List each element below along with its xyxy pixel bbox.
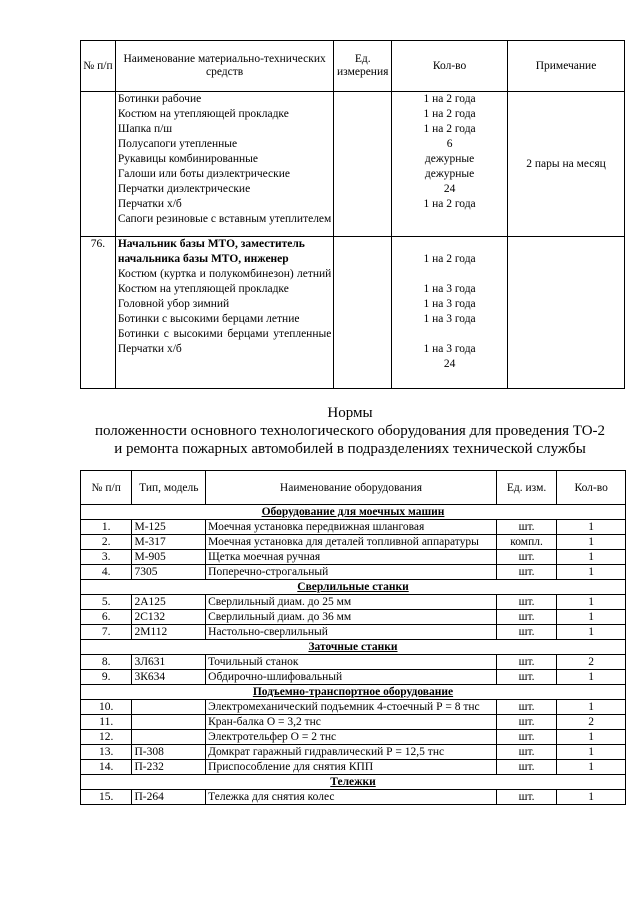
table-row bbox=[81, 700, 626, 715]
equipment-name: Сверлильный диам. до 25 мм bbox=[206, 595, 497, 610]
table-row bbox=[81, 595, 626, 610]
qty-cell: 1 bbox=[557, 610, 626, 625]
model-cell: 3Л631 bbox=[132, 655, 206, 670]
row-num: 1. bbox=[81, 520, 132, 535]
table-row bbox=[81, 625, 626, 640]
technology-equipment-table bbox=[80, 470, 626, 805]
row-num: 3. bbox=[81, 550, 132, 565]
qty-value: 1 на 3 года bbox=[423, 313, 476, 325]
table-row bbox=[81, 760, 626, 775]
equipment-name: Обдирочно-шлифовальный bbox=[206, 670, 497, 685]
qty-cell: 1 bbox=[557, 670, 626, 685]
row-num: 14. bbox=[81, 760, 132, 775]
row-num: 7. bbox=[81, 625, 132, 640]
table-row bbox=[81, 237, 625, 389]
qty-cell: 1 bbox=[557, 595, 626, 610]
header-name: Наименование оборудования bbox=[206, 471, 497, 505]
table-row bbox=[81, 715, 626, 730]
qty-cell: 1 bbox=[557, 565, 626, 580]
table-row bbox=[81, 520, 626, 535]
qty-value: 1 на 3 года bbox=[423, 343, 476, 355]
unit-cell: шт. bbox=[496, 670, 557, 685]
table-row bbox=[81, 730, 626, 745]
table-row bbox=[81, 610, 626, 625]
header-num: № п/п bbox=[81, 41, 116, 92]
row-num: 6. bbox=[81, 610, 132, 625]
header-unit: Ед. измерения bbox=[334, 41, 392, 92]
unit-cell: шт. bbox=[496, 625, 557, 640]
equipment-name: Домкрат гаражный гидравлический Р = 12,5 тнс bbox=[206, 745, 497, 760]
items-cell bbox=[115, 237, 333, 389]
note-cell: 2 пары на месяц bbox=[508, 92, 625, 237]
row-num: 76. bbox=[81, 237, 116, 389]
header-num: № п/п bbox=[81, 471, 132, 505]
list-item: Костюм на утепляющей прокладке bbox=[117, 283, 289, 295]
qty-value: 1 на 3 года bbox=[423, 298, 476, 310]
equipment-name: Щетка моечная ручная bbox=[206, 550, 497, 565]
equipment-name: Точильный станок bbox=[206, 655, 497, 670]
model-cell: П-264 bbox=[132, 790, 206, 805]
list-item: Костюм на утепляющей прокладке bbox=[117, 108, 289, 120]
list-item: Перчатки х/б bbox=[117, 343, 182, 355]
qty-cell: 1 bbox=[557, 700, 626, 715]
list-item: Ботинки рабочие bbox=[117, 93, 202, 105]
model-cell: 3К634 bbox=[132, 670, 206, 685]
unit-cell: шт. bbox=[496, 715, 557, 730]
section-header-row bbox=[81, 640, 626, 655]
header-name: Наименование материально-технических средств bbox=[115, 41, 333, 92]
row-num: 12. bbox=[81, 730, 132, 745]
section-title: Подъемно-транспортное оборудование bbox=[81, 685, 626, 700]
qty-cell bbox=[392, 237, 508, 389]
row-num bbox=[81, 92, 116, 237]
model-cell: 2А125 bbox=[132, 595, 206, 610]
row-num: 2. bbox=[81, 535, 132, 550]
model-cell: М-317 bbox=[132, 535, 206, 550]
row-num: 8. bbox=[81, 655, 132, 670]
table-row bbox=[81, 92, 625, 237]
section-title: Заточные станки bbox=[81, 640, 626, 655]
qty-cell: 2 bbox=[557, 655, 626, 670]
table-row bbox=[81, 550, 626, 565]
model-cell: 2М112 bbox=[132, 625, 206, 640]
unit-cell bbox=[334, 237, 392, 389]
qty-cell: 1 bbox=[557, 520, 626, 535]
unit-cell: шт. bbox=[496, 610, 557, 625]
unit-cell bbox=[334, 92, 392, 237]
unit-cell: шт. bbox=[496, 595, 557, 610]
section-header-row bbox=[81, 685, 626, 700]
title-line-1: Нормы bbox=[327, 405, 373, 421]
qty-cell: 1 bbox=[557, 760, 626, 775]
equipment-name: Кран-балка О = 3,2 тнс bbox=[206, 715, 497, 730]
table-header-row bbox=[81, 471, 626, 505]
unit-cell: шт. bbox=[496, 520, 557, 535]
title-line-3: и ремонта пожарных автомобилей в подразделениях технической службы bbox=[114, 441, 586, 457]
section-title: Сверлильные станки bbox=[81, 580, 626, 595]
table-row bbox=[81, 535, 626, 550]
unit-cell: шт. bbox=[496, 565, 557, 580]
list-item: Рукавицы комбинированные bbox=[117, 153, 259, 165]
model-cell bbox=[132, 730, 206, 745]
row-num: 15. bbox=[81, 790, 132, 805]
equipment-norms-table bbox=[80, 40, 625, 389]
qty-value: 1 на 2 года bbox=[423, 108, 476, 120]
table-row bbox=[81, 655, 626, 670]
model-cell: М-125 bbox=[132, 520, 206, 535]
row-num: 10. bbox=[81, 700, 132, 715]
header-qty: Кол-во bbox=[557, 471, 626, 505]
section-header-row bbox=[81, 775, 626, 790]
note-cell bbox=[508, 237, 625, 389]
equipment-name: Сверлильный диам. до 36 мм bbox=[206, 610, 497, 625]
section-title: Тележки bbox=[81, 775, 626, 790]
qty-value: 6 bbox=[446, 138, 453, 150]
position-title: Начальник базы МТО, заместитель начальника базы МТО, инженер bbox=[117, 238, 305, 265]
section-header-row bbox=[81, 580, 626, 595]
unit-cell: шт. bbox=[496, 745, 557, 760]
qty-cell: 1 bbox=[557, 790, 626, 805]
qty-value: дежурные bbox=[424, 153, 475, 165]
list-item: Ботинки с высокими берцами утепленные bbox=[117, 328, 332, 340]
list-item: Костюм (куртка и полукомбинезон) летний bbox=[117, 268, 332, 280]
qty-value: 1 на 2 года bbox=[423, 123, 476, 135]
list-item: Перчатки х/б bbox=[117, 198, 182, 210]
model-cell: П-308 bbox=[132, 745, 206, 760]
unit-cell: шт. bbox=[496, 655, 557, 670]
qty-value: 1 на 2 года bbox=[423, 93, 476, 105]
unit-cell: компл. bbox=[496, 535, 557, 550]
table-header-row bbox=[81, 41, 625, 92]
row-num: 13. bbox=[81, 745, 132, 760]
model-cell bbox=[132, 715, 206, 730]
qty-cell: 1 bbox=[557, 745, 626, 760]
equipment-name: Тележка для снятия колес bbox=[206, 790, 497, 805]
list-item: Шапка п/ш bbox=[117, 123, 173, 135]
section-title: Оборудование для моечных машин bbox=[81, 505, 626, 520]
row-num: 4. bbox=[81, 565, 132, 580]
equipment-name: Электромеханический подъемник 4-стоечный Р = 8 тнс bbox=[206, 700, 497, 715]
table-row bbox=[81, 790, 626, 805]
table-row bbox=[81, 565, 626, 580]
equipment-name: Моечная установка для деталей топливной аппаратуры bbox=[206, 535, 497, 550]
model-cell: 2С132 bbox=[132, 610, 206, 625]
items-cell bbox=[115, 92, 333, 237]
equipment-name: Приспособление для снятия КПП bbox=[206, 760, 497, 775]
qty-cell: 1 bbox=[557, 535, 626, 550]
model-cell bbox=[132, 700, 206, 715]
list-item: Ботинки с высокими берцами летние bbox=[117, 313, 300, 325]
header-unit: Ед. изм. bbox=[496, 471, 557, 505]
list-item: Перчатки диэлектрические bbox=[117, 183, 251, 195]
list-item: Сапоги резиновые с вставным утеплителем bbox=[117, 213, 332, 225]
list-item: Головной убор зимний bbox=[117, 298, 230, 310]
model-cell: М-905 bbox=[132, 550, 206, 565]
unit-cell: шт. bbox=[496, 760, 557, 775]
qty-cell: 1 bbox=[557, 730, 626, 745]
model-cell: П-232 bbox=[132, 760, 206, 775]
list-item: Галоши или боты диэлектрические bbox=[117, 168, 291, 180]
equipment-name: Настольно-сверлильный bbox=[206, 625, 497, 640]
qty-value: 1 на 2 года bbox=[423, 253, 476, 265]
qty-value: 1 на 2 года bbox=[423, 198, 476, 210]
unit-cell: шт. bbox=[496, 550, 557, 565]
row-num: 11. bbox=[81, 715, 132, 730]
table-body bbox=[81, 505, 626, 805]
equipment-name: Поперечно-строгальный bbox=[206, 565, 497, 580]
qty-value: дежурные bbox=[424, 168, 475, 180]
header-note: Примечание bbox=[508, 41, 625, 92]
qty-value: 1 на 3 года bbox=[423, 283, 476, 295]
qty-value: 24 bbox=[443, 358, 456, 370]
table-row bbox=[81, 745, 626, 760]
header-qty: Кол-во bbox=[392, 41, 508, 92]
table-row bbox=[81, 670, 626, 685]
row-num: 9. bbox=[81, 670, 132, 685]
qty-cell: 2 bbox=[557, 715, 626, 730]
unit-cell: шт. bbox=[496, 700, 557, 715]
row-num: 5. bbox=[81, 595, 132, 610]
equipment-name: Моечная установка передвижная шланговая bbox=[206, 520, 497, 535]
unit-cell: шт. bbox=[496, 790, 557, 805]
header-model: Тип, модель bbox=[132, 471, 206, 505]
qty-cell bbox=[392, 92, 508, 237]
unit-cell: шт. bbox=[496, 730, 557, 745]
list-item: Полусапоги утепленные bbox=[117, 138, 238, 150]
section-header-row bbox=[81, 505, 626, 520]
title-line-2: положенности основного технологического оборудования для проведения ТО-2 bbox=[94, 423, 606, 439]
qty-cell: 1 bbox=[557, 550, 626, 565]
equipment-name: Электротельфер О = 2 тнс bbox=[206, 730, 497, 745]
qty-value: 24 bbox=[443, 183, 456, 195]
qty-cell: 1 bbox=[557, 625, 626, 640]
model-cell: 7305 bbox=[132, 565, 206, 580]
page-title bbox=[60, 404, 640, 458]
